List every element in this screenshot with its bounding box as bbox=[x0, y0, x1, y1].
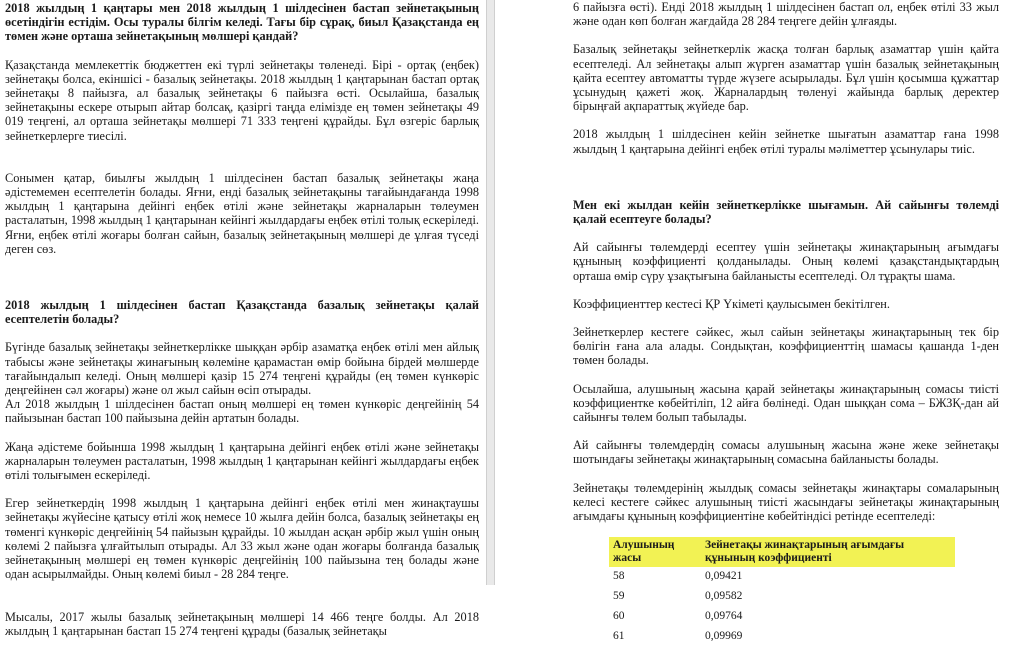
paragraph: Егер зейнеткердің 1998 жылдың 1 қаңтарына дейінгі еңбек өтілі мен жинақтаушы зейнетақы жүйесіне қатысу өтілі жоқ немесе 10 жылға дейін болса, базалық зейнетақы ең төменгі күнкөріс деңгейінің 54 пайызын құрайды. 10 жылдан асқан әрбір жыл үшін оның көлемі 2 пайызға ұлғайтылып отырады. Ал 33 жыл және одан жоғары болғанда базалық зейнетақының мөлшері ең төмен күнкөріс деңгейінің 100 пайызына тең болады және одан асырылмайды. Оның көлемі биыл - 28 284 теңге. bbox=[5, 496, 479, 582]
paragraph: Ай сайынғы төлемдердің сомасы алушының жасына және жеке зейнетақы шотындағы зейнетақы жинақтарының сомасына байланысты болады. bbox=[573, 438, 999, 467]
paragraph: Қазақстанда мемлекеттік бюджеттен екі түрлі зейнетақы төленеді. Бірі - ортақ (еңбек) зейнетақы болса, екіншісі - базалық зейнетақы. 2018 жылдың 1 қаңтарынан бастап ортақ зейнетақы 8 пайызға, ал базалық зейнетақы 6 пайызға өсті. Осылайша, базалық зейнетақыны ескере отырып айтар болсақ, қазіргі таңда елімізде ең төмен зейнетақы 49 019 теңгені, ал орташа зейнетақы мөлшері 71 333 теңгені құрайды. Бұл өзгеріс барлық зейнеткерлерге тиесілі. bbox=[5, 57, 479, 143]
table-cell-coefficient: 0,09764 bbox=[705, 610, 743, 623]
table-header-row bbox=[609, 537, 955, 567]
table-row bbox=[609, 627, 955, 647]
paragraph: Зейнетақы төлемдерінің жылдық сомасы зейнетақы жинақтары сомаларының келесі кестеге сәйкес алушының тиісті жасындағы зейнетақы жинақтарының ағымдағы құнының коэффициентіне көбейтіндісі ретінде есептеледі: bbox=[573, 480, 999, 524]
table-cell-coefficient: 0,09582 bbox=[705, 590, 743, 603]
table-cell-age: 58 bbox=[613, 570, 625, 583]
page-gutter bbox=[487, 0, 494, 585]
coefficient-table bbox=[609, 537, 955, 647]
paragraph: Ай сайынғы төлемдерді есептеу үшін зейнетақы жинақтарының ағымдағы құнының коэффициенті қолданылады. Оның көлемі қазақстандықтардың орташа өмір сүру ұзақтығына байланысты есептеледі. Ол тұрақты шама. bbox=[573, 240, 999, 283]
table-row bbox=[609, 607, 955, 627]
table-row bbox=[609, 587, 955, 607]
table-header-coefficient: Зейнетақы жинақтарының ағымдағы құнының коэффициенті bbox=[701, 537, 955, 567]
paragraph: Зейнеткерлер кестеге сәйкес, жыл сайын зейнетақы жинақтарының тек бір бөлігін ғана ала алады. Сондықтан, коэффициенттің шамасы қашанда 1-ден төмен болады. bbox=[573, 325, 999, 368]
paragraph: Сонымен қатар, биылғы жылдың 1 шілдесінен бастап базалық зейнетақы жаңа әдістемемен есептелетін болады. Яғни, енді базалық зейнетақыны тағайындағанда 1998 жылдың 1 қаңтарына дейінгі еңбек өтілі және зейнетақы жарналарын төлеумен расталатын, 1998 жылдың 1 қаңтарынан кейінгі жылдардағы еңбек өтілі толық ескеріледі. Яғни, еңбек өтілі жоғары болған сайын, базалық зейнетақының мөлшері де ұлғая түседі деген сөз. bbox=[5, 170, 479, 256]
paragraph: 2018 жылдың 1 шілдесінен кейін зейнетке шығатын азаматтар ғана 1998 жылдың 1 қаңтарына дейінгі еңбек өтілі туралы мәліметтер ұсынулары тиіс. bbox=[573, 127, 999, 156]
paragraph: Жаңа әдістеме бойынша 1998 жылдың 1 қаңтарына дейінгі еңбек өтілі және зейнетақы жарналарын төлеумен расталатын, 1998 жылдың 1 қаңтарынан кейінгі жылдардағы еңбек өтілі толығымен ескеріледі. bbox=[5, 439, 479, 483]
document-page-left bbox=[0, 0, 487, 638]
page-left-column bbox=[5, 1, 479, 652]
paragraph: Коэффициенттер кестесі ҚР Үкіметі қаулысымен бекітілген. bbox=[573, 296, 890, 311]
table-cell-age: 59 bbox=[613, 590, 625, 603]
paragraph: Осылайша, алушының жасына қарай зейнетақы жинақтарының сомасы тиісті коэффициентке көбейтіліп, 12 айға бөлінеді. Одан шыққан сома – БЖЗҚ-дан ай сайынғы төлем болып табылады. bbox=[573, 381, 999, 425]
paragraph: Бүгінде базалық зейнетақы зейнеткерлікке шыққан әрбір азаматқа еңбек өтілі мен айлық табысы және зейнетақы жинағының көлеміне қарамастан өмір бойына бірдей мөлшерде тағайындалып келеді. Оның мөлшері қазір 15 274 теңгені құрайды (ең төмен күнкөріс деңгейінен сәл жоғары) және ол жыл сайын өсіп отырады. bbox=[5, 340, 479, 398]
paragraph: Мысалы, 2017 жылы базалық зейнетақының мөлшері 14 466 теңге болды. Ал 2018 жылдың 1 қаңтарынан бастап 15 274 теңгені құрады (базалық зейнетақы bbox=[5, 609, 479, 638]
paragraph: Базалық зейнетақы зейнеткерлік жасқа толған барлық азаматтар үшін қайта есептеледі. Ал зейнетақы алып жүрген азаматтар үшін базалық зейнетақының қайта есептеу автоматты түрде жүзеге асырылады. Бұл үшін қосымша құжаттар ұсынудың қажеті жоқ. Жарналардың төленуі жайында барлық деректер бірыңғай ақпараттық жүйеде бар. bbox=[573, 42, 999, 114]
table-header-age: Алушының жасы bbox=[609, 537, 701, 567]
question-heading-3: Мен екі жылдан кейін зейнеткерлікке шығамын. Ай сайынғы төлемді қалай есептеуге болады? bbox=[573, 197, 999, 227]
question-heading-1: 2018 жылдың 1 қаңтары мен 2018 жылдың 1 шілдесінен бастап зейнетақының өсетіндігін естідім. Осы туралы білгім келеді. Тағы бір сұрақ, биыл Қазақстанда ең төмен және орташа зейнетақының мөлшері қандай? bbox=[5, 1, 479, 44]
paragraph: Ал 2018 жылдың 1 шілдесінен бастап оның мөлшері ең төмен күнкөріс деңгейінің 54 пайызынан бастап 100 пайызына дейін артатын болады. bbox=[5, 397, 479, 426]
paragraph: 6 пайызға өсті). Енді 2018 жылдың 1 шілдесінен бастап ол, еңбек өтілі 33 жыл және одан көп болған жағдайда 28 284 теңгеге дейін ұлғаяды. bbox=[573, 0, 999, 29]
question-heading-2: 2018 жылдың 1 шілдесінен бастап Қазақстанда базалық зейнетақы қалай есептелетін болады? bbox=[5, 298, 479, 327]
table-cell-coefficient: 0,09969 bbox=[705, 630, 743, 643]
table-cell-age: 60 bbox=[613, 610, 625, 623]
document-page-right bbox=[494, 0, 1025, 643]
table-cell-coefficient: 0,09421 bbox=[705, 570, 743, 583]
table-cell-age: 61 bbox=[613, 630, 625, 643]
table-row bbox=[609, 567, 955, 587]
page-right-column bbox=[573, 0, 999, 647]
